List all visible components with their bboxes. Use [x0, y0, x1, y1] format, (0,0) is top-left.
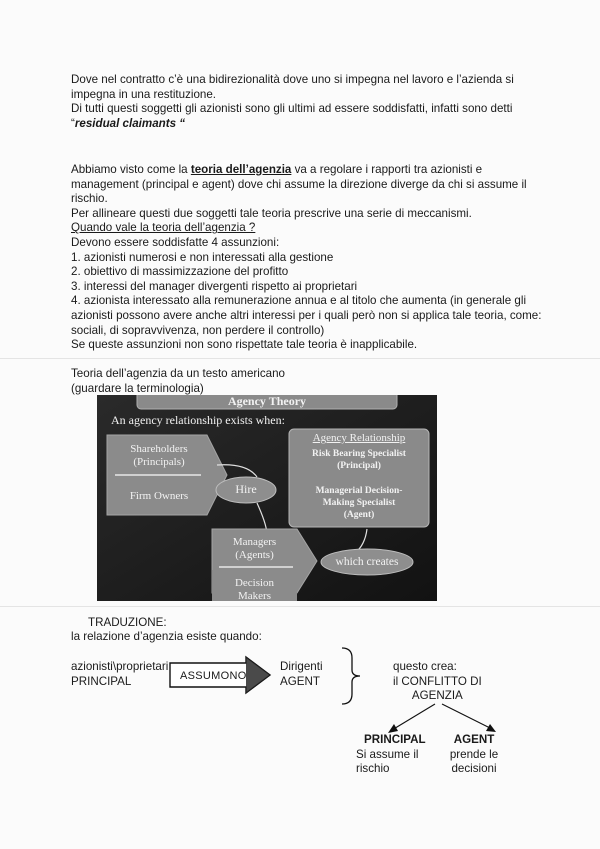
text-line: Teoria dell’agenzia da un testo americano — [71, 367, 285, 380]
principal-text: PRINCIPAL — [71, 674, 132, 688]
text-line: Per allineare questi due soggetti tale teoria prescrive una serie di meccanismi. — [71, 206, 472, 220]
paragraph-2 — [71, 163, 571, 353]
text-line: management (principal e agent) dove chi assume la direzione diverge da chi si assume il — [71, 177, 527, 191]
conclusion-line: Se queste assunzioni non sono rispettate tale teoria è inapplicabile. — [71, 338, 418, 352]
firm-owners-label: Firm Owners — [129, 490, 189, 502]
principal-text: (Principal) — [337, 461, 381, 471]
principal-title: PRINCIPAL — [364, 733, 426, 746]
text-fragment: Abbiamo visto come la — [71, 163, 191, 176]
decision-text: Decision — [234, 577, 275, 589]
scan-line — [0, 606, 600, 607]
text-line: rischio. — [71, 192, 108, 206]
risk-bearing-label — [289, 448, 429, 472]
agent-title: AGENT — [453, 733, 495, 746]
agency-theory-slide — [97, 395, 437, 601]
managers-text: Dirigenti — [280, 660, 323, 673]
text-line: impegna in una restituzione. — [71, 87, 217, 101]
conflict-label — [393, 660, 482, 704]
agents-text: (Agents) — [235, 549, 274, 561]
text-line: Devono essere soddisfatte 4 assunzioni: — [71, 235, 280, 249]
slide-title: Agency Theory — [227, 395, 307, 408]
closing-brace-icon — [338, 646, 364, 706]
principal-left-label — [71, 660, 168, 689]
agent-desc: prende le — [449, 747, 499, 761]
text-fragment: va a regolare i rapporti tra azionisti e — [291, 163, 483, 176]
principal-branch — [356, 733, 426, 777]
agency-relationship-title: Agency Relationship — [312, 432, 406, 444]
text-line: azionisti possono avere anche altri interessi per i quali però non si applica tale teoria, come: — [71, 308, 542, 322]
agency-theory-term: teoria dell’agenzia — [190, 163, 292, 176]
agent-branch — [444, 733, 504, 777]
paragraph-1 — [71, 73, 571, 131]
question-heading: Quando vale la teoria dell’agenzia ? — [71, 221, 256, 235]
text-line: sociali, di sopravvivenza, non perdere il controllo) — [71, 323, 325, 337]
conflict-text: il CONFLITTO DI — [393, 674, 482, 688]
principal-desc: Si assume il — [356, 747, 419, 761]
principal-desc: rischio — [356, 762, 390, 776]
assumption-item: 4. azionista interessato alla remunerazione annua e al titolo che aumenta (in generale gli — [71, 294, 527, 308]
principals-text: (Principals) — [133, 456, 185, 468]
agent-text: (Agent) — [343, 510, 375, 520]
managerial-decision-label — [289, 485, 429, 521]
assumption-item: 2. obiettivo di massimizzazione del profitto — [71, 265, 289, 279]
slide-subtitle: An agency relationship exists when: — [111, 413, 285, 427]
translation-heading: TRADUZIONE: — [88, 616, 167, 629]
risk-bearing-text: Risk Bearing Specialist — [312, 449, 406, 459]
making-specialist-text: Making Specialist — [322, 498, 396, 508]
residual-claimants-term: residual claimants — [74, 116, 177, 130]
quote-mark: “ — [71, 116, 75, 130]
assumption-item: 1. azionisti numerosi e non interessati alla gestione — [71, 250, 334, 264]
managers-label — [212, 536, 297, 562]
scan-line — [0, 358, 600, 359]
slide-intro — [71, 367, 571, 396]
branch-arrows-icon — [380, 702, 510, 736]
quote-mark: “ — [176, 116, 186, 130]
translation-intro: la relazione d’agenzia esiste quando: — [71, 630, 262, 643]
which-creates-label: which creates — [335, 556, 399, 568]
text-line: Dove nel contratto c’è una bidirezionalità dove uno si impegna nel lavoro e l’azienda si — [71, 73, 514, 86]
agent-middle-label — [280, 660, 323, 689]
text-line: (guardare la terminologia) — [71, 381, 204, 395]
makers-text: Makers — [238, 590, 271, 601]
creates-text: questo crea: — [393, 660, 457, 673]
managerial-text: Managerial Decision- — [315, 486, 403, 496]
shareholders-label — [109, 443, 209, 469]
text-line: Di tutti questi soggetti gli azionisti sono gli ultimi ad essere soddisfatti, infatti sono detti — [71, 102, 513, 116]
assumono-label: ASSUMONO — [180, 670, 247, 682]
agent-desc: decisioni — [451, 762, 497, 776]
agency-text: AGENZIA — [411, 689, 463, 703]
agent-text: AGENT — [280, 674, 320, 688]
shareholders-owners-text: azionisti\proprietari — [71, 660, 169, 673]
assumption-item: 3. interessi del manager divergenti rispetto ai proprietari — [71, 279, 358, 293]
shareholders-text: Shareholders — [130, 443, 188, 455]
managers-text: Managers — [232, 536, 277, 548]
decision-makers-label — [212, 577, 297, 601]
hire-label: Hire — [235, 482, 257, 496]
